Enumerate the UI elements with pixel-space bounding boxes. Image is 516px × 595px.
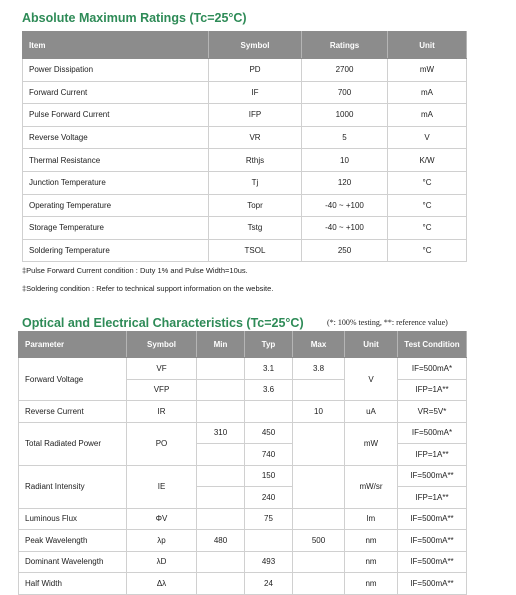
typ-cell: 240	[245, 487, 293, 509]
max-cell	[293, 422, 345, 465]
min-cell	[197, 508, 245, 530]
min-cell	[197, 444, 245, 466]
unit-cell: nm	[345, 530, 398, 552]
param-cell: Half Width	[19, 573, 127, 595]
symbol-cell: Rthjs	[209, 149, 302, 172]
abs-max-ratings-table	[22, 31, 467, 262]
table-row	[23, 239, 467, 262]
typ-cell: 150	[245, 465, 293, 487]
typ-cell	[245, 401, 293, 423]
optical-electrical-table	[18, 331, 467, 595]
table-row	[19, 422, 467, 444]
footnote-pulse-current: ‡Pulse Forward Current condition : Duty 1% and Pulse Width=10us.	[22, 266, 248, 275]
condition-cell: IF=500mA*	[398, 358, 467, 380]
rating-cell: -40 ~ +100	[302, 217, 388, 240]
item-cell: Power Dissipation	[23, 59, 209, 82]
unit-cell: mW	[345, 422, 398, 465]
rating-cell: 700	[302, 81, 388, 104]
table-row	[19, 358, 467, 380]
rating-cell: 250	[302, 239, 388, 262]
param-cell: Forward Voltage	[19, 358, 127, 401]
condition-cell: IFP=1A**	[398, 379, 467, 401]
header-min: Min	[197, 332, 245, 358]
symbol-cell: VF	[127, 358, 197, 380]
symbol-cell: Topr	[209, 194, 302, 217]
max-cell	[293, 508, 345, 530]
testing-note: (*: 100% testing, **: reference value)	[327, 318, 448, 327]
condition-cell: IF=500mA**	[398, 551, 467, 573]
typ-cell	[245, 530, 293, 552]
symbol-cell: PO	[127, 422, 197, 465]
table-row	[19, 530, 467, 552]
table-row	[23, 194, 467, 217]
item-cell: Soldering Temperature	[23, 239, 209, 262]
item-cell: Reverse Voltage	[23, 126, 209, 149]
table-row	[23, 171, 467, 194]
symbol-cell: λp	[127, 530, 197, 552]
header-ratings: Ratings	[302, 32, 388, 59]
typ-cell: 3.1	[245, 358, 293, 380]
table-row	[23, 217, 467, 240]
unit-cell: lm	[345, 508, 398, 530]
rating-cell: -40 ~ +100	[302, 194, 388, 217]
condition-cell: IF=500mA**	[398, 573, 467, 595]
table-header-row	[19, 332, 467, 358]
unit-cell: V	[388, 126, 467, 149]
table-row	[23, 81, 467, 104]
param-cell: Radiant Intensity	[19, 465, 127, 508]
rating-cell: 10	[302, 149, 388, 172]
table-row	[19, 401, 467, 423]
typ-cell: 450	[245, 422, 293, 444]
unit-cell: uA	[345, 401, 398, 423]
symbol-cell: VR	[209, 126, 302, 149]
footnote-soldering: ‡Soldering condition : Refer to technical support information on the website.	[22, 284, 274, 293]
condition-cell: IF=500mA**	[398, 530, 467, 552]
max-cell	[293, 551, 345, 573]
min-cell	[197, 551, 245, 573]
min-cell: 480	[197, 530, 245, 552]
rating-cell: 2700	[302, 59, 388, 82]
max-cell: 10	[293, 401, 345, 423]
typ-cell: 493	[245, 551, 293, 573]
param-cell: Total Radiated Power	[19, 422, 127, 465]
condition-cell: IF=500mA**	[398, 508, 467, 530]
table-header-row	[23, 32, 467, 59]
symbol-cell: Δλ	[127, 573, 197, 595]
unit-cell: V	[345, 358, 398, 401]
header-symbol: Symbol	[127, 332, 197, 358]
unit-cell: mA	[388, 81, 467, 104]
symbol-cell: λD	[127, 551, 197, 573]
header-parameter: Parameter	[19, 332, 127, 358]
table-row	[19, 573, 467, 595]
unit-cell: mA	[388, 104, 467, 127]
symbol-cell: IR	[127, 401, 197, 423]
item-cell: Thermal Resistance	[23, 149, 209, 172]
symbol-cell: IE	[127, 465, 197, 508]
unit-cell: °C	[388, 171, 467, 194]
symbol-cell: Tj	[209, 171, 302, 194]
min-cell	[197, 379, 245, 401]
min-cell	[197, 573, 245, 595]
condition-cell: VR=5V*	[398, 401, 467, 423]
condition-cell: IFP=1A**	[398, 487, 467, 509]
symbol-cell: VFP	[127, 379, 197, 401]
typ-cell: 740	[245, 444, 293, 466]
unit-cell: K/W	[388, 149, 467, 172]
max-cell	[293, 465, 345, 508]
max-cell: 3.8	[293, 358, 345, 380]
param-cell: Dominant Wavelength	[19, 551, 127, 573]
typ-cell: 24	[245, 573, 293, 595]
header-symbol: Symbol	[209, 32, 302, 59]
symbol-cell: Tstg	[209, 217, 302, 240]
max-cell	[293, 573, 345, 595]
min-cell	[197, 465, 245, 487]
rating-cell: 120	[302, 171, 388, 194]
symbol-cell: IF	[209, 81, 302, 104]
item-cell: Pulse Forward Current	[23, 104, 209, 127]
param-cell: Reverse Current	[19, 401, 127, 423]
table-row	[23, 149, 467, 172]
unit-cell: mW/sr	[345, 465, 398, 508]
symbol-cell: TSOL	[209, 239, 302, 262]
table-row	[23, 126, 467, 149]
header-max: Max	[293, 332, 345, 358]
unit-cell: °C	[388, 194, 467, 217]
optical-electrical-title: Optical and Electrical Characteristics (Tc=25°C)	[22, 316, 304, 330]
item-cell: Operating Temperature	[23, 194, 209, 217]
unit-cell: °C	[388, 239, 467, 262]
abs-max-ratings-title: Absolute Maximum Ratings (Tc=25°C)	[22, 11, 247, 25]
min-cell	[197, 401, 245, 423]
rating-cell: 5	[302, 126, 388, 149]
symbol-cell: PD	[209, 59, 302, 82]
param-cell: Peak Wavelength	[19, 530, 127, 552]
min-cell	[197, 487, 245, 509]
max-cell	[293, 379, 345, 401]
item-cell: Junction Temperature	[23, 171, 209, 194]
header-unit: Unit	[388, 32, 467, 59]
item-cell: Storage Temperature	[23, 217, 209, 240]
table-row	[23, 104, 467, 127]
rating-cell: 1000	[302, 104, 388, 127]
table-row	[19, 508, 467, 530]
typ-cell: 75	[245, 508, 293, 530]
unit-cell: °C	[388, 217, 467, 240]
header-typ: Typ	[245, 332, 293, 358]
condition-cell: IF=500mA*	[398, 422, 467, 444]
param-cell: Luminous Flux	[19, 508, 127, 530]
symbol-cell: IFP	[209, 104, 302, 127]
condition-cell: IFP=1A**	[398, 444, 467, 466]
table-row	[19, 465, 467, 487]
typ-cell: 3.6	[245, 379, 293, 401]
table-row	[19, 551, 467, 573]
unit-cell: mW	[388, 59, 467, 82]
min-cell: 310	[197, 422, 245, 444]
item-cell: Forward Current	[23, 81, 209, 104]
symbol-cell: ΦV	[127, 508, 197, 530]
min-cell	[197, 358, 245, 380]
condition-cell: IF=500mA**	[398, 465, 467, 487]
table-row	[23, 59, 467, 82]
header-unit: Unit	[345, 332, 398, 358]
unit-cell: nm	[345, 573, 398, 595]
header-test-condition: Test Condition	[398, 332, 467, 358]
max-cell: 500	[293, 530, 345, 552]
unit-cell: nm	[345, 551, 398, 573]
header-item: Item	[23, 32, 209, 59]
